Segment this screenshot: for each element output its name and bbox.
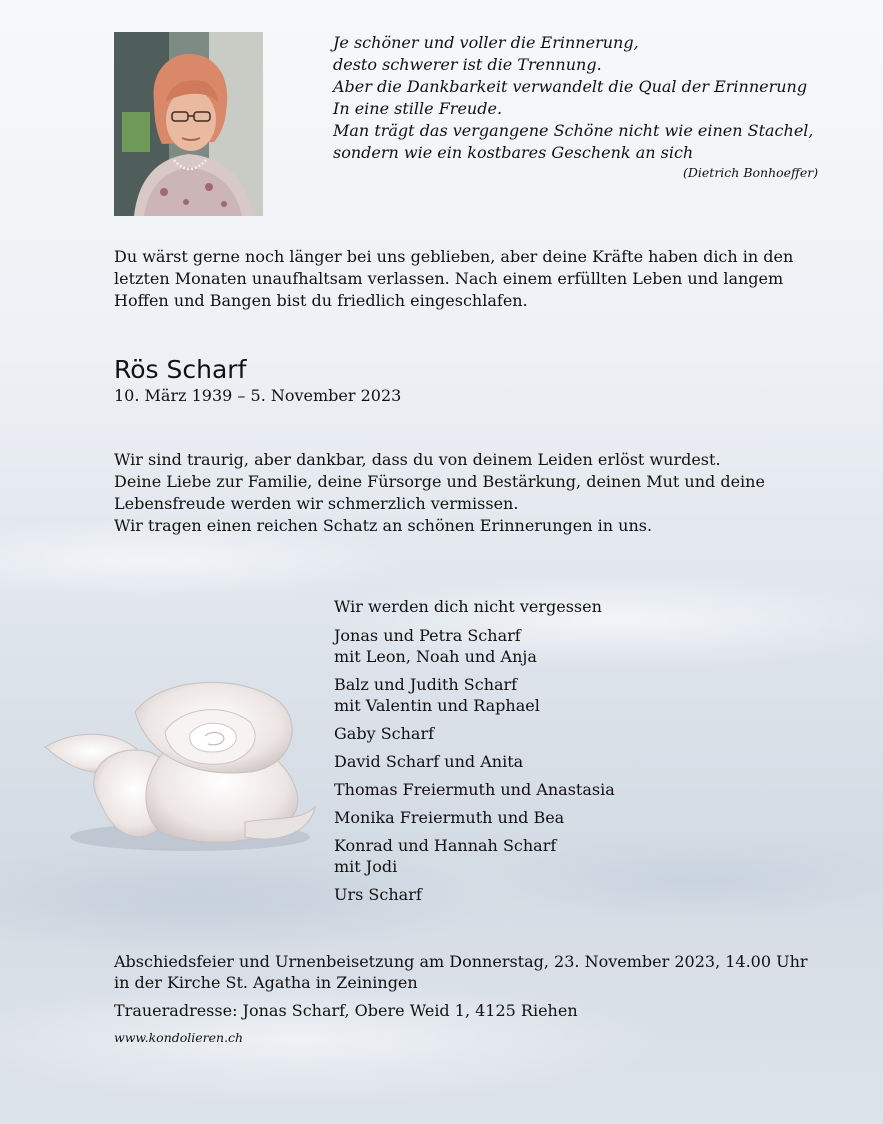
mourner-line: mit Leon, Noah und Anja — [334, 647, 537, 666]
rose-illustration — [40, 672, 320, 857]
mourner-line: Urs Scharf — [334, 885, 422, 904]
mourners-list — [334, 596, 615, 912]
bonhoeffer-quote — [333, 32, 813, 164]
intro-line: Du wärst gerne noch länger bei uns geblieben, aber deine Kräfte haben dich in den — [114, 247, 794, 266]
quote-line: In eine stille Freude. — [333, 99, 503, 118]
quote-line: Aber die Dankbarkeit verwandelt die Qual der Erinnerung — [333, 77, 808, 96]
ceremony-line: Abschiedsfeier und Urnenbeisetzung am Donnerstag, 23. November 2023, 14.00 Uhr — [114, 952, 808, 971]
mourner-group — [334, 884, 615, 905]
message-line: Deine Liebe zur Familie, deine Fürsorge und Bestärkung, deinen Mut und deine — [114, 472, 765, 491]
life-dates: 10. März 1939 – 5. November 2023 — [114, 386, 402, 405]
portrait-illustration — [114, 32, 263, 216]
quote-line: sondern wie ein kostbares Geschenk an sich — [333, 143, 694, 162]
mourner-line: mit Jodi — [334, 857, 398, 876]
mourners-heading: Wir werden dich nicht vergessen — [334, 597, 602, 616]
message-line: Wir sind traurig, aber dankbar, dass du von deinem Leiden erlöst wurdest. — [114, 450, 721, 469]
white-rose-image — [40, 672, 320, 857]
quote-author: (Dietrich Bonhoeffer) — [683, 165, 819, 180]
quote-line: Man trägt das vergangene Schöne nicht wie einen Stachel, — [333, 121, 814, 140]
message-paragraph — [114, 449, 765, 537]
mourner-group — [334, 779, 615, 800]
mourner-line: Balz und Judith Scharf — [334, 675, 518, 694]
message-line: Lebensfreude werden wir schmerzlich vermissen. — [114, 494, 519, 513]
mourner-line: Konrad und Hannah Scharf — [334, 836, 557, 855]
message-line: Wir tragen einen reichen Schatz an schönen Erinnerungen in uns. — [114, 516, 653, 535]
portrait-photo — [114, 32, 263, 216]
mourner-line: Thomas Freiermuth und Anastasia — [334, 780, 615, 799]
quote-line: desto schwerer ist die Trennung. — [333, 55, 602, 74]
mourner-line: Jonas und Petra Scharf — [334, 626, 521, 645]
ceremony-info — [114, 951, 808, 993]
mourner-line: mit Valentin und Raphael — [334, 696, 540, 715]
mourner-group — [334, 723, 615, 744]
mourner-line: David Scharf und Anita — [334, 752, 524, 771]
mourner-group — [334, 674, 615, 716]
mourner-group — [334, 835, 615, 877]
intro-line: Hoffen und Bangen bist du friedlich eingeschlafen. — [114, 291, 528, 310]
mourner-group — [334, 807, 615, 828]
mourning-address: Traueradresse: Jonas Scharf, Obere Weid 1, 4125 Riehen — [114, 1001, 578, 1020]
website-link[interactable]: www.kondolieren.ch — [114, 1030, 244, 1045]
mourner-line: Monika Freiermuth und Bea — [334, 808, 565, 827]
intro-paragraph — [114, 246, 793, 312]
quote-line: Je schöner und voller die Erinnerung, — [333, 33, 639, 52]
mourner-group — [334, 625, 615, 667]
mourner-group — [334, 751, 615, 772]
mourner-line: Gaby Scharf — [334, 724, 435, 743]
ceremony-line: in der Kirche St. Agatha in Zeiningen — [114, 973, 418, 992]
intro-line: letzten Monaten unaufhaltsam verlassen. Nach einem erfüllten Leben und langem — [114, 269, 784, 288]
deceased-name: Rös Scharf — [114, 355, 247, 384]
